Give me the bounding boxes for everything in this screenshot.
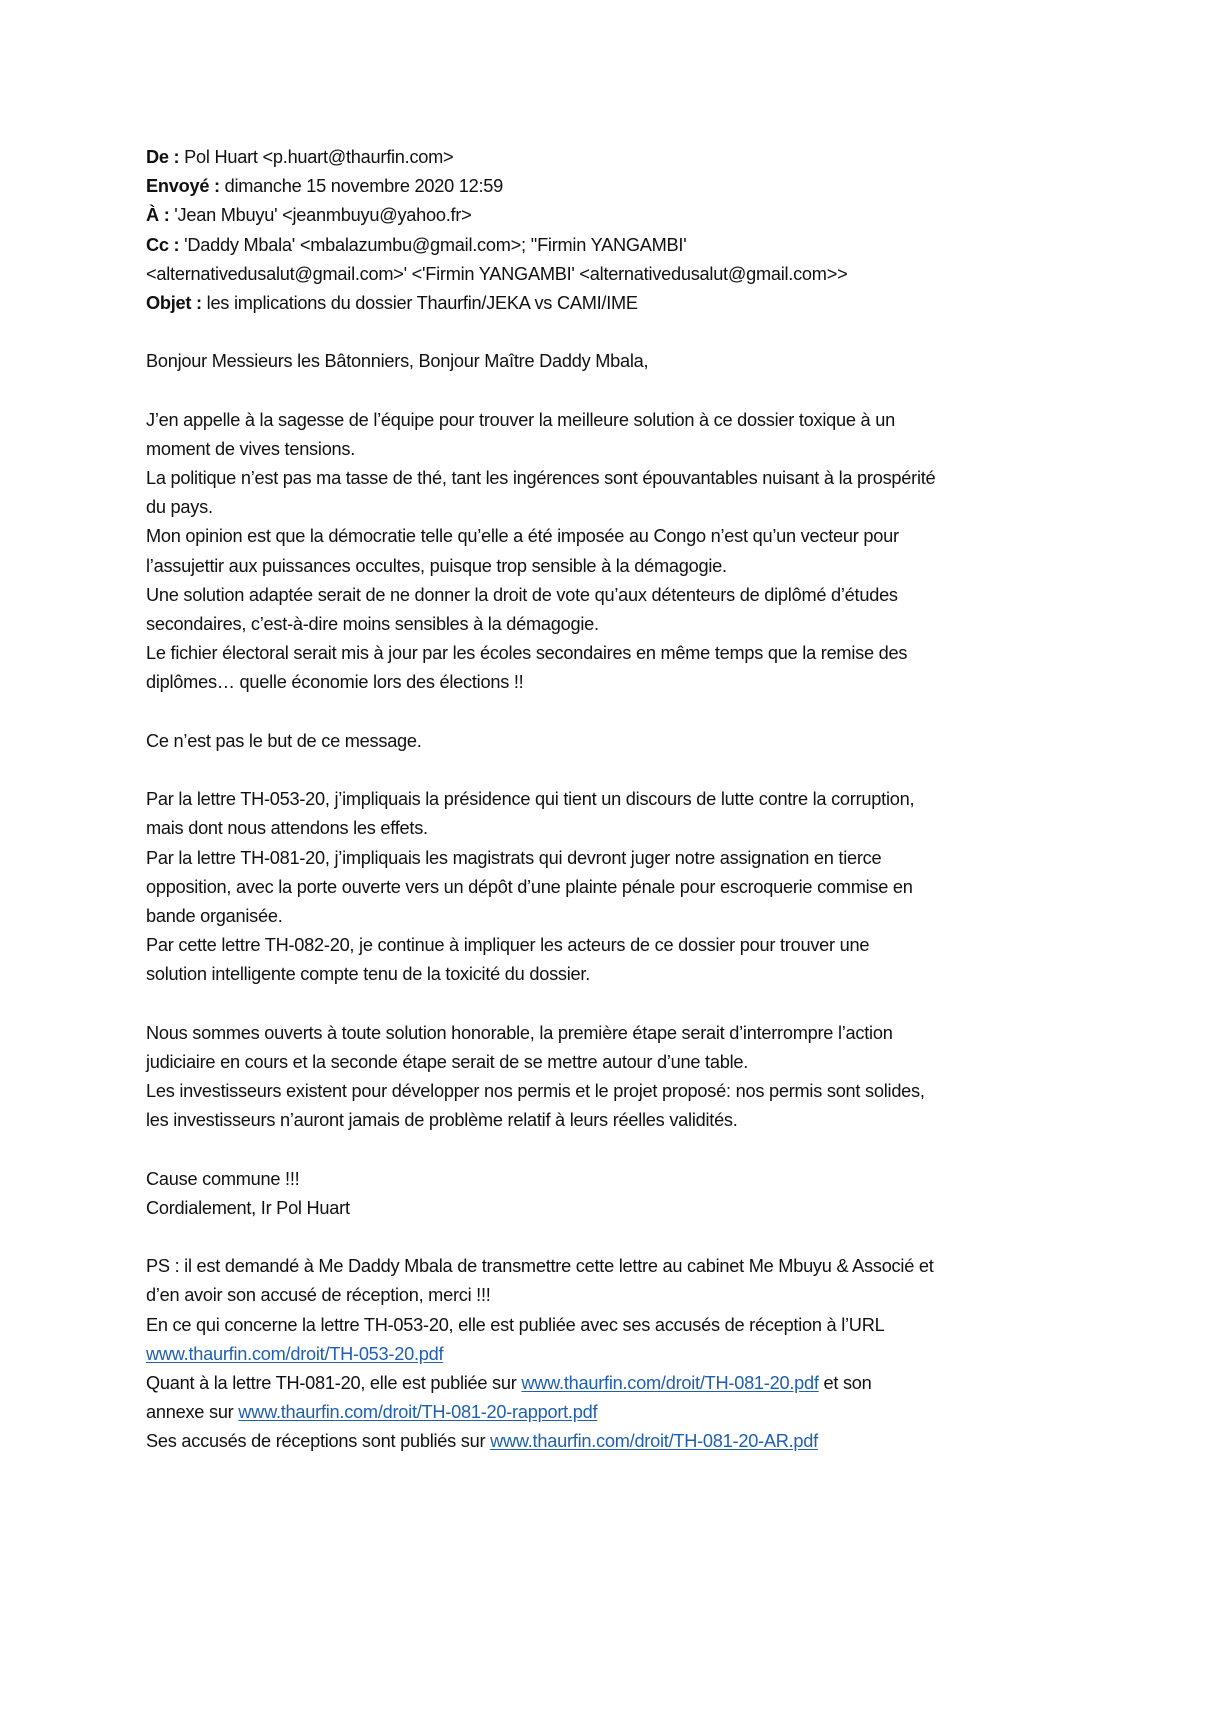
ps-text: et son [818,1372,872,1393]
to-value: 'Jean Mbuyu' <jeanmbuyu@yahoo.fr> [169,205,472,226]
link-th-081-20-ar[interactable]: www.thaurfin.com/droit/TH-081-20-AR.pdf [490,1431,818,1452]
ps-link-line [146,1340,1086,1369]
text-line: secondaires, c’est-à-dire moins sensibles à la démagogie. [146,614,599,634]
text-line: J’en appelle à la sagesse de l’équipe pour trouver la meilleure solution à ce dossier toxique à un [146,409,895,430]
greeting: Bonjour Messieurs les Bâtonniers, Bonjour Maître Daddy Mbala, [146,351,649,372]
closing [146,1165,1086,1223]
link-th-053-20[interactable]: www.thaurfin.com/droit/TH-053-20.pdf [146,1343,444,1364]
header-subject [146,289,1086,318]
from-value: Pol Huart <p.huart@thaurfin.com> [179,147,454,167]
link-th-081-20-rapport[interactable]: www.thaurfin.com/droit/TH-081-20-rapport.pdf [238,1402,598,1423]
cc-label: Cc : [146,234,180,255]
text-line: l’assujettir aux puissances occultes, puisque trop sensible à la démagogie. [146,555,727,576]
text-line: opposition, avec la porte ouverte vers un dépôt d’une plainte pénale pour escroquerie commise en [146,876,913,897]
ps-link-line [146,1369,1086,1398]
from-label: De : [146,147,180,167]
link-th-081-20[interactable]: www.thaurfin.com/droit/TH-081-20.pdf [521,1372,819,1393]
sent-value: dimanche 15 novembre 2020 12:59 [219,176,504,197]
to-label: À : [146,205,170,226]
paragraph-purpose: Ce n’est pas le but de ce message. [146,730,422,751]
text-line: Le fichier électoral serait mis à jour par les écoles secondaires en même temps que la remise des [146,643,908,664]
text-line: Par la lettre TH-081-20, j’impliquais les magistrats qui devront juger notre assignation en tierce [146,847,882,868]
text-line: les investisseurs n’auront jamais de problème relatif à leurs réelles validités. [146,1110,738,1131]
spacer [146,756,1086,785]
text-line: Par la lettre TH-053-20, j’impliquais la présidence qui tient un discours de lutte contre la corruption, [146,789,915,810]
text-line: diplômes… quelle économie lors des élections !! [146,672,524,693]
text-line: moment de vives tensions. [146,438,356,459]
text-line: mais dont nous attendons les effets. [146,818,428,839]
text-line: Par cette lettre TH-082-20, je continue à impliquer les acteurs de ce dossier pour trouver une [146,935,870,956]
ps-text: Quant à la lettre TH-081-20, elle est publiée sur [146,1372,522,1393]
ps-line: PS : il est demandé à Me Daddy Mbala de transmettre cette lettre au cabinet Me Mbuyu & Associé et [146,1256,934,1277]
signature: Cordialement, Ir Pol Huart [146,1197,350,1218]
sent-label: Envoyé : [146,176,220,197]
subject-value: les implications du dossier Thaurfin/JEKA vs CAMI/IME [201,292,638,313]
cc-value-continued: <alternativedusalut@gmail.com>' <'Firmin YANGAMBI' <alternativedusalut@gmail.com>> [146,263,848,284]
spacer [146,1223,1086,1252]
header-from [146,143,1086,172]
ps-text: annexe sur [146,1402,239,1423]
spacer [146,989,1086,1018]
spacer [146,377,1086,406]
email-document [146,143,1086,1456]
paragraph-letters [146,785,1086,989]
cc-value: 'Daddy Mbala' <mbalazumbu@gmail.com>; ''Firmin YANGAMBI' [179,234,687,255]
header-cc-continued [146,260,1086,289]
text-line: du pays. [146,497,213,518]
ps-line: d’en avoir son accusé de réception, merci !!! [146,1285,491,1306]
spacer [146,1135,1086,1164]
closing-line: Cause commune !!! [146,1168,300,1189]
paragraph-politics [146,406,1086,698]
header-sent [146,172,1086,201]
text-line: bande organisée. [146,905,283,926]
text-line: La politique n’est pas ma tasse de thé, tant les ingérences sont épouvantables nuisant à la prospérité [146,468,936,489]
ps-link-line [146,1427,1086,1456]
text-line: Nous sommes ouverts à toute solution honorable, la première étape serait d’interrompre l’action [146,1022,893,1043]
ps-link-line [146,1398,1086,1427]
text-line: solution intelligente compte tenu de la toxicité du dossier. [146,964,591,985]
spacer [146,318,1086,347]
text-line: judiciaire en cours et la seconde étape serait de se mettre autour d’une table. [146,1051,749,1072]
header-to [146,201,1086,230]
postscript [146,1252,1086,1456]
header-cc [146,231,1086,260]
spacer [146,698,1086,727]
text-line: Les investisseurs existent pour développer nos permis et le projet proposé: nos permis sont solides, [146,1081,925,1101]
ps-line: En ce qui concerne la lettre TH-053-20, elle est publiée avec ses accusés de réception à l’URL [146,1314,885,1335]
text-line: Mon opinion est que la démocratie telle qu’elle a été imposée au Congo n’est qu’un vecteur pour [146,526,899,547]
paragraph-solution [146,1019,1086,1136]
ps-text: Ses accusés de réceptions sont publiés sur [146,1431,491,1452]
subject-label: Objet : [146,292,202,313]
email-header [146,143,1086,318]
text-line: Une solution adaptée serait de ne donner la droit de vote qu’aux détenteurs de diplômé d’études [146,584,898,605]
